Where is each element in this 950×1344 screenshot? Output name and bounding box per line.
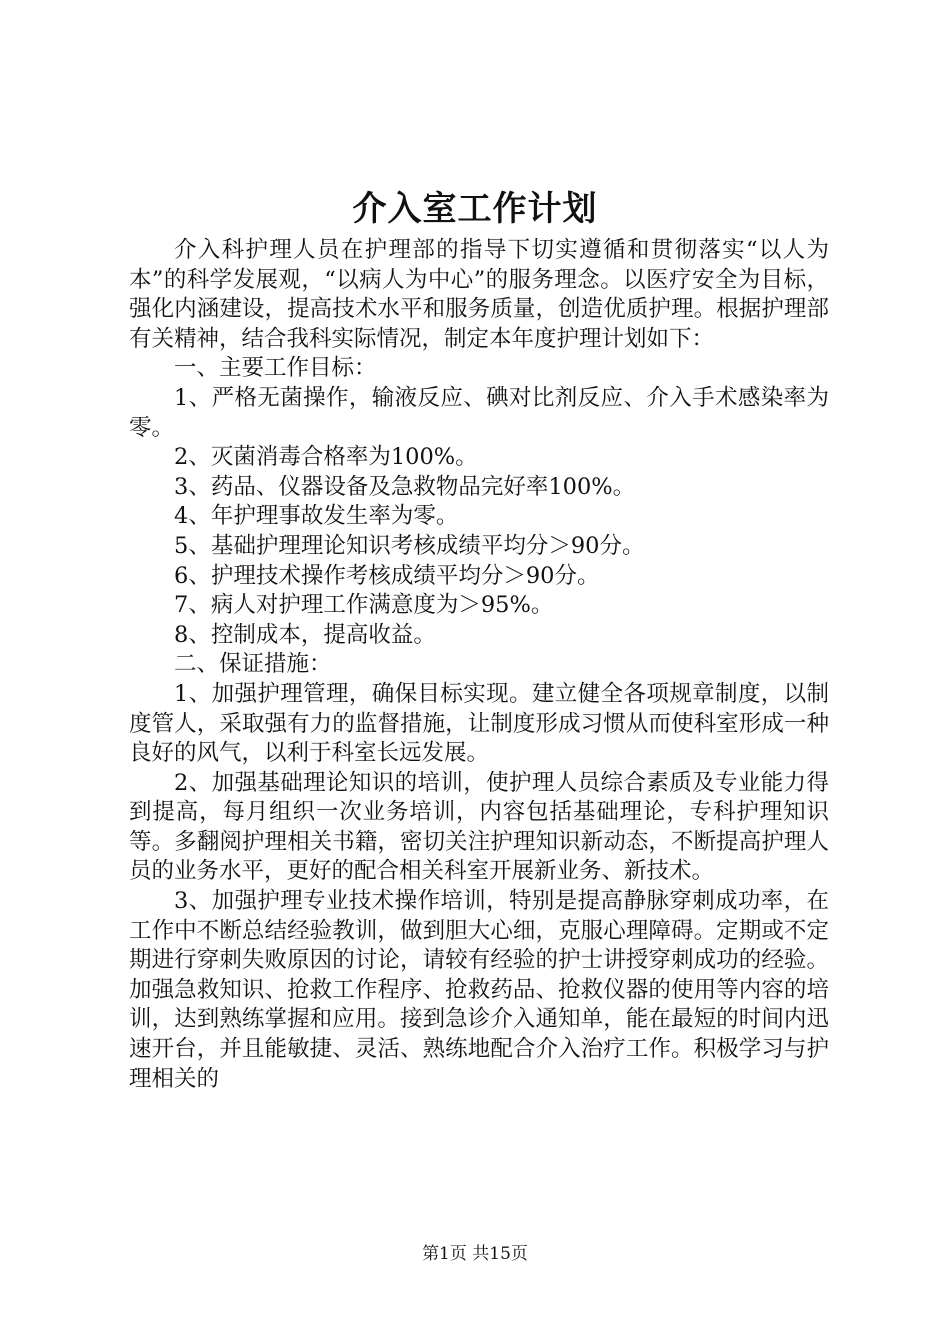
page-number-footer: 第1页 共15页 [422,1244,528,1264]
goal-item: 5、基础护理理论知识考核成绩平均分＞90分。 [174,532,645,559]
goal-item: 7、病人对护理工作满意度为＞95%。 [174,592,554,619]
measure-item: 3、加强护理专业技术操作培训，特别是提高静脉穿刺成功率，在工作中不断总结经验教训，做到胆大心细，克服心理障碍。定期或不定期进行穿刺失败原因的讨论，请较有经验的护士讲授穿刺成功的经验。加强急救知识、抢救工作程序、抢救药品、抢救仪器的使用等内容的培训，达到熟练掌握和应用。接到急诊介入通知单，能在最短的时间内迅速开台，并且能敏捷、灵活、熟练地配合介入治疗工作。积极学习与护理相关的 [129,888,829,1092]
section-heading-measures: 二、保证措施： [174,651,332,678]
goal-item: 4、年护理事故发生率为零。 [174,503,459,530]
goal-item: 8、控制成本，提高收益。 [174,621,436,648]
goal-item: 3、药品、仪器设备及急救物品完好率100%。 [174,473,636,500]
goal-item: 1、严格无菌操作，输液反应、碘对比剂反应、介入手术感染率为零。 [129,384,829,441]
section-heading-goals: 一、主要工作目标： [174,355,377,382]
document-title: 介入室工作计划 [352,189,598,229]
goal-item: 6、护理技术操作考核成绩平均分＞90分。 [174,562,600,589]
goal-item: 2、灭菌消毒合格率为100%。 [174,444,478,471]
document-body [129,236,829,1094]
measure-item: 1、加强护理管理，确保目标实现。建立健全各项规章制度，以制度管人，采取强有力的监督措施，让制度形成习惯从而使科室形成一种良好的风气，以利于科室长远发展。 [129,680,829,767]
measure-item: 2、加强基础理论知识的培训，使护理人员综合素质及专业能力得到提高，每月组织一次业务培训，内容包括基础理论，专科护理知识等。多翻阅护理相关书籍，密切关注护理知识新动态，不断提高护理人员的业务水平，更好的配合相关科室开展新业务、新技术。 [129,769,829,885]
intro-paragraph: 介入科护理人员在护理部的指导下切实遵循和贯彻落实“以人为本”的科学发展观，“以病人为中心”的服务理念。以医疗安全为目标，强化内涵建设，提高技术水平和服务质量，创造优质护理。根据护理部有关精神，结合我科实际情况，制定本年度护理计划如下： [129,237,829,352]
